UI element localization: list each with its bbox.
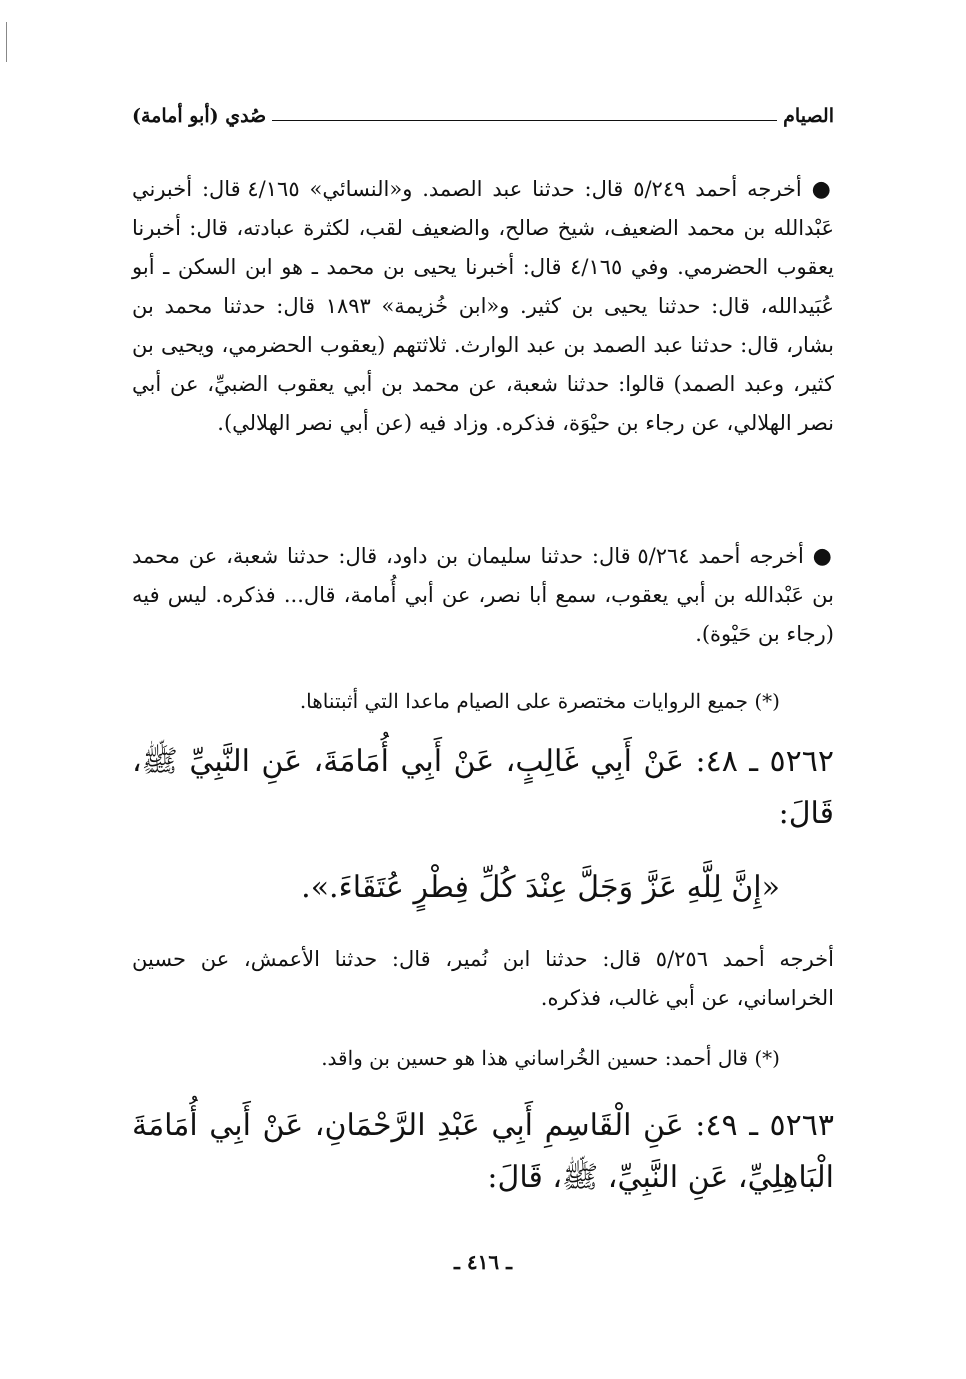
takhrij-text-3: أخرجه أحمد ٥/٢٥٦ قال: حدثنا ابن نُمير، قال: حدثنا الأعمش، عن حسين الخراساني، عن أبي غالب، فذكره. — [132, 947, 834, 1010]
hadith-5262-isnad: ٥٢٦٢ ـ ٤٨: عَنْ أَبِي غَالِبٍ، عَنْ أَبِي أُمَامَةَ، عَنِ النَّبِيِّ ﷺ، قَالَ: — [132, 744, 834, 831]
footnote-2 — [132, 1040, 834, 1076]
bullet-icon: ● — [811, 177, 834, 202]
header-section-title: صُدي (أبو أمامة) — [132, 105, 267, 127]
footnote-1 — [132, 683, 834, 719]
takhrij-text-1: أخرجه أحمد ٥/٢٤٩ قال: حدثنا عبد الصمد. و«النسائي» ٤/١٦٥ قال: أخبرني عَبْدالله بن محمد الضعيف، شيخ صالح، والضعيف لقب، لكثرة عبادته، قال: أخبرنا يعقوب الحضرمي. وفي ٤/١٦٥ قال: أخبرنا يحيى بن محمد ـ هو ابن السكن ـ أبو عُبَيدالله، قال: حدثنا يحيى بن كثير. و«ابن خُزيمة» ١٨٩٣ قال: حدثنا محمد بن بشار، قال: حدثنا عبد الصمد بن عبد الوارث. ثلاثتهم (يعقوب الحضرمي، ويحيى بن كثير، وعبد الصمد) قالوا: حدثنا شعبة، عن محمد بن أبي يعقوب الضبيِّ، عن أبي نصر الهلالي، عن رجاء بن حيْوَة، فذكره. وزاد فيه (عن أبي نصر الهلالي). — [132, 177, 834, 435]
takhrij-block-2 — [132, 537, 834, 654]
header-rule — [272, 120, 777, 121]
scan-margin-line — [6, 22, 7, 62]
footnote-text-2: (*) قال أحمد: حسين الخُراساني هذا هو حسين بن واقد. — [321, 1046, 780, 1070]
hadith-5262 — [132, 736, 834, 914]
hadith-5263-isnad: ٥٢٦٣ ـ ٤٩: عَنِ الْقَاسِمِ أَبِي عَبْدِ الرَّحْمَانِ، عَنْ أَبِي أُمَامَةَ الْبَاهِلِيِّ، عَنِ النَّبِيِّ، ﷺ، قَالَ: — [132, 1108, 834, 1195]
header-chapter-title: الصيام — [783, 105, 834, 127]
hadith-5262-matn: «إِنَّ لِلَّهِ عَزَّ وَجَلَّ عِنْدَ كُلِّ فِطْرٍ عُتَقَاءَ.». — [301, 870, 780, 905]
bullet-icon: ● — [812, 544, 834, 569]
takhrij-block-3 — [132, 940, 834, 1018]
hadith-5263 — [132, 1100, 834, 1204]
footnote-text-1: (*) جميع الروايات مختصرة على الصيام ماعدا التي أثبتناها. — [299, 689, 780, 713]
takhrij-block-1 — [132, 170, 834, 443]
running-header — [132, 100, 834, 132]
takhrij-text-2: أخرجه أحمد ٥/٢٦٤ قال: حدثنا سليمان بن داود، قال: حدثنا شعبة، عن محمد بن عَبْدالله بن أبي يعقوب، سمع أبا نصر، عن أبي أُمامة، قال... فذكره. ليس فيه (رجاء بن حَيْوة). — [132, 544, 834, 646]
page-number: ـ ٤١٦ ـ — [454, 1250, 512, 1274]
